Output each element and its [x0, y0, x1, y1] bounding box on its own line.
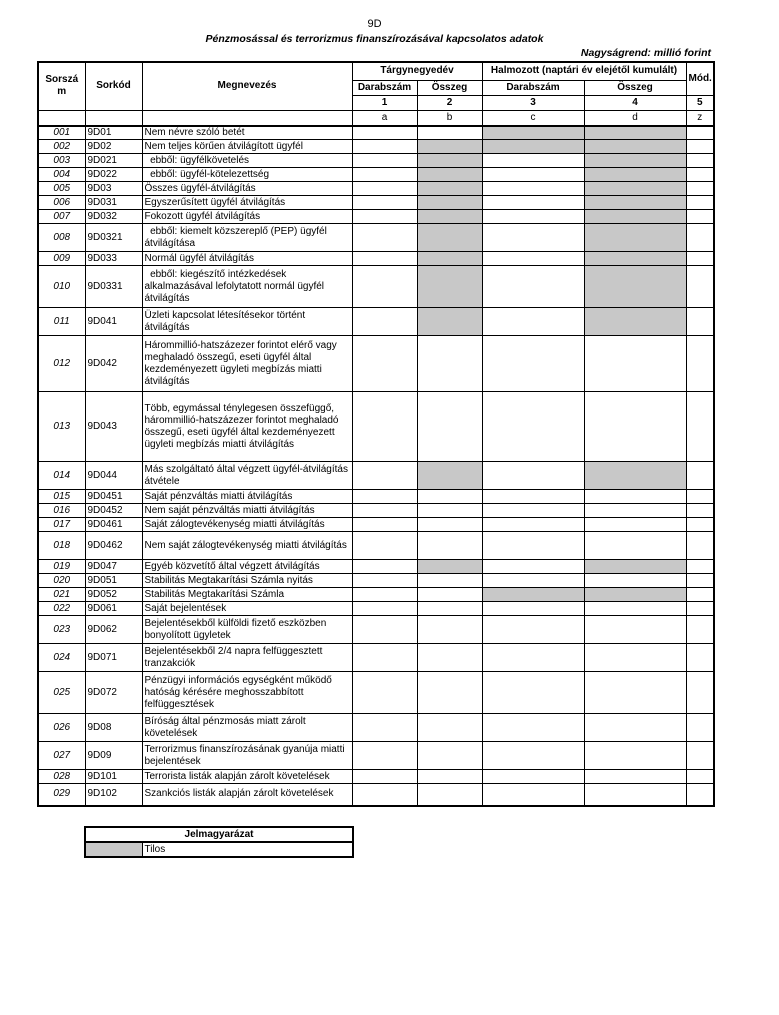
cell-mod[interactable]: [686, 742, 714, 770]
row-code: 9D052: [85, 588, 142, 602]
row-name: Nem saját pénzváltás miatti átvilágítás: [142, 504, 352, 518]
table-row: [38, 714, 714, 742]
row-number: 019: [38, 560, 85, 574]
cell-mod[interactable]: [686, 266, 714, 308]
table-row: [38, 518, 714, 532]
cell-osszeg-cum: [584, 224, 686, 252]
row-code: 9D033: [85, 252, 142, 266]
cell-osszeg-cum[interactable]: [584, 742, 686, 770]
row-number: 013: [38, 392, 85, 462]
row-code: 9D09: [85, 742, 142, 770]
cell-mod[interactable]: [686, 616, 714, 644]
cell-darabszam-q[interactable]: [352, 168, 417, 182]
row-number: 024: [38, 644, 85, 672]
row-code: 9D021: [85, 154, 142, 168]
table-row: [38, 644, 714, 672]
cell-mod[interactable]: [686, 462, 714, 490]
cell-mod[interactable]: [686, 140, 714, 154]
cell-darabszam-q[interactable]: [352, 308, 417, 336]
cell-darabszam-cum[interactable]: [482, 616, 584, 644]
cell-osszeg-cum[interactable]: [584, 714, 686, 742]
row-name: Hárommillió-hatszázezer forintot elérő vagy meghaladó összegű, eseti ügyfél által kezdeményezett ügyleti megbízás miatti átvilágítás: [142, 336, 352, 392]
row-number: 008: [38, 224, 85, 252]
cell-darabszam-q[interactable]: [352, 602, 417, 616]
header-sorszam: Sorszá m: [38, 62, 85, 110]
cell-darabszam-cum[interactable]: [482, 308, 584, 336]
cell-osszeg-cum: [584, 308, 686, 336]
row-code: 9D044: [85, 462, 142, 490]
cell-osszeg-cum[interactable]: [584, 616, 686, 644]
cell-darabszam-q[interactable]: [352, 504, 417, 518]
row-number: 020: [38, 574, 85, 588]
table-row: [38, 252, 714, 266]
cell-darabszam-q[interactable]: [352, 574, 417, 588]
cell-osszeg-q[interactable]: [417, 644, 482, 672]
header-osszeg-2: Összeg: [584, 80, 686, 95]
row-code: 9D032: [85, 210, 142, 224]
cell-osszeg-cum[interactable]: [584, 336, 686, 392]
cell-darabszam-q[interactable]: [352, 196, 417, 210]
table-row: [38, 462, 714, 490]
col-letter-z: z: [686, 110, 714, 126]
form-code: 9D: [367, 18, 382, 30]
row-code: 9D101: [85, 770, 142, 784]
row-number: 009: [38, 252, 85, 266]
row-number: 012: [38, 336, 85, 392]
cell-mod[interactable]: [686, 784, 714, 806]
unit-note: Nagyságrend: millió forint: [580, 47, 711, 59]
cell-darabszam-q[interactable]: [352, 784, 417, 806]
cell-mod[interactable]: [686, 308, 714, 336]
cell-mod[interactable]: [686, 560, 714, 574]
cell-darabszam-q[interactable]: [352, 588, 417, 602]
cell-osszeg-cum: [584, 588, 686, 602]
cell-darabszam-q[interactable]: [352, 224, 417, 252]
cell-osszeg-cum[interactable]: [584, 574, 686, 588]
cell-osszeg-q[interactable]: [417, 518, 482, 532]
cell-darabszam-cum[interactable]: [482, 490, 584, 504]
cell-darabszam-q[interactable]: [352, 252, 417, 266]
cell-osszeg-cum: [584, 182, 686, 196]
cell-darabszam-q[interactable]: [352, 672, 417, 714]
row-number: 001: [38, 126, 85, 140]
cell-darabszam-cum[interactable]: [482, 266, 584, 308]
row-code: 9D062: [85, 616, 142, 644]
cell-osszeg-cum[interactable]: [584, 784, 686, 806]
cell-osszeg-q: [417, 462, 482, 490]
cell-mod[interactable]: [686, 574, 714, 588]
row-number: 010: [38, 266, 85, 308]
cell-darabszam-cum[interactable]: [482, 182, 584, 196]
row-code: 9D0461: [85, 518, 142, 532]
row-name: Normál ügyfél átvilágítás: [142, 252, 352, 266]
cell-osszeg-cum: [584, 252, 686, 266]
col-letter-c: c: [482, 110, 584, 126]
cell-darabszam-cum[interactable]: [482, 644, 584, 672]
row-number: 003: [38, 154, 85, 168]
cell-osszeg-q[interactable]: [417, 784, 482, 806]
row-code: 9D01: [85, 126, 142, 140]
cell-osszeg-q[interactable]: [417, 336, 482, 392]
cell-osszeg-q: [417, 308, 482, 336]
table-row: [38, 182, 714, 196]
row-name: Egyéb közvetítő által végzett átvilágítás: [142, 560, 352, 574]
cell-darabszam-cum: [482, 588, 584, 602]
row-name: Stabilitás Megtakarítási Számla: [142, 588, 352, 602]
row-name: ebből: kiegészítő intézkedések alkalmazásával lefolytatott normál ügyfél átvilágítás: [142, 266, 352, 308]
cell-darabszam-q[interactable]: [352, 462, 417, 490]
row-code: 9D061: [85, 602, 142, 616]
table-row: [38, 784, 714, 806]
cell-osszeg-q: [417, 252, 482, 266]
cell-osszeg-q[interactable]: [417, 672, 482, 714]
header-halmozott: Halmozott (naptári év elejétől kumulált): [482, 62, 686, 80]
cell-darabszam-cum[interactable]: [482, 742, 584, 770]
row-number: 017: [38, 518, 85, 532]
row-code: 9D03: [85, 182, 142, 196]
cell-darabszam-cum[interactable]: [482, 504, 584, 518]
cell-osszeg-cum: [584, 140, 686, 154]
cell-osszeg-cum[interactable]: [584, 770, 686, 784]
cell-osszeg-cum[interactable]: [584, 490, 686, 504]
table-row: [38, 210, 714, 224]
cell-mod[interactable]: [686, 490, 714, 504]
row-number: 006: [38, 196, 85, 210]
cell-darabszam-q[interactable]: [352, 182, 417, 196]
row-name: ebből: ügyfélkövetelés: [142, 154, 352, 168]
cell-darabszam-cum[interactable]: [482, 224, 584, 252]
row-code: 9D031: [85, 196, 142, 210]
cell-darabszam-cum[interactable]: [482, 392, 584, 462]
cell-darabszam-cum: [482, 140, 584, 154]
header-darabszam-2: Darabszám: [482, 80, 584, 95]
row-code: 9D0331: [85, 266, 142, 308]
cell-mod[interactable]: [686, 126, 714, 140]
row-number: 022: [38, 602, 85, 616]
col-letter-a: a: [352, 110, 417, 126]
legend-label: Tilos: [142, 842, 353, 857]
cell-darabszam-cum[interactable]: [482, 784, 584, 806]
row-code: 9D02: [85, 140, 142, 154]
row-name: ebből: kiemelt közszereplő (PEP) ügyfél átvilágítása: [142, 224, 352, 252]
row-number: 027: [38, 742, 85, 770]
row-name: Üzleti kapcsolat létesítésekor történt átvilágítás: [142, 308, 352, 336]
row-name: Saját bejelentések: [142, 602, 352, 616]
row-code: 9D08: [85, 714, 142, 742]
legend-title: Jelmagyarázat: [85, 827, 353, 842]
cell-darabszam-q[interactable]: [352, 532, 417, 560]
col-num-5: 5: [686, 95, 714, 110]
header-darabszam-1: Darabszám: [352, 80, 417, 95]
row-name: Pénzügyi információs egységként működő hatóság kérésére meghosszabbított felfüggesztések: [142, 672, 352, 714]
cell-osszeg-cum: [584, 266, 686, 308]
cell-mod[interactable]: [686, 252, 714, 266]
row-code: 9D042: [85, 336, 142, 392]
table-row: [38, 196, 714, 210]
row-name: ebből: ügyfél-kötelezettség: [142, 168, 352, 182]
header-targynegyedev: Tárgynegyedév: [352, 62, 482, 80]
row-name: Terrorista listák alapján zárolt követelések: [142, 770, 352, 784]
cell-mod[interactable]: [686, 154, 714, 168]
row-name: Nem saját zálogtevékenység miatti átvilágítás: [142, 532, 352, 560]
table-row: [38, 308, 714, 336]
cell-darabszam-q[interactable]: [352, 770, 417, 784]
cell-darabszam-cum: [482, 126, 584, 140]
cell-osszeg-cum[interactable]: [584, 504, 686, 518]
table-row: [38, 168, 714, 182]
cell-osszeg-q[interactable]: [417, 770, 482, 784]
cell-darabszam-q[interactable]: [352, 490, 417, 504]
cell-darabszam-cum[interactable]: [482, 602, 584, 616]
row-name: Szankciós listák alapján zárolt követelések: [142, 784, 352, 806]
cell-darabszam-cum[interactable]: [482, 574, 584, 588]
cell-osszeg-cum: [584, 196, 686, 210]
cell-osszeg-q[interactable]: [417, 392, 482, 462]
cell-osszeg-cum[interactable]: [584, 602, 686, 616]
cell-mod[interactable]: [686, 532, 714, 560]
cell-darabszam-cum[interactable]: [482, 462, 584, 490]
cell-darabszam-cum[interactable]: [482, 154, 584, 168]
header-osszeg-1: Összeg: [417, 80, 482, 95]
cell-osszeg-q[interactable]: [417, 616, 482, 644]
cell-osszeg-q[interactable]: [417, 588, 482, 602]
row-name: Fokozott ügyfél átvilágítás: [142, 210, 352, 224]
cell-darabszam-q[interactable]: [352, 140, 417, 154]
cell-mod[interactable]: [686, 504, 714, 518]
col-num-3: 3: [482, 95, 584, 110]
cell-osszeg-cum: [584, 210, 686, 224]
cell-darabszam-cum[interactable]: [482, 210, 584, 224]
col-letter-b: b: [417, 110, 482, 126]
cell-mod[interactable]: [686, 392, 714, 462]
cell-darabszam-q[interactable]: [352, 560, 417, 574]
row-name: Nem teljes körűen átvilágított ügyfél: [142, 140, 352, 154]
table-row: [38, 672, 714, 714]
row-code: 9D047: [85, 560, 142, 574]
row-number: 015: [38, 490, 85, 504]
cell-darabszam-q[interactable]: [352, 336, 417, 392]
cell-darabszam-q[interactable]: [352, 714, 417, 742]
row-code: 9D0451: [85, 490, 142, 504]
cell-osszeg-q: [417, 210, 482, 224]
row-code: 9D071: [85, 644, 142, 672]
table-body: [38, 126, 714, 806]
header-mod: Mód.: [686, 62, 714, 95]
header-sorkod: Sorkód: [85, 62, 142, 110]
row-number: 002: [38, 140, 85, 154]
cell-mod[interactable]: [686, 168, 714, 182]
cell-darabszam-q[interactable]: [352, 742, 417, 770]
row-name: Stabilitás Megtakarítási Számla nyitás: [142, 574, 352, 588]
row-code: 9D0452: [85, 504, 142, 518]
cell-osszeg-cum: [584, 168, 686, 182]
table-row: [38, 140, 714, 154]
row-name: Más szolgáltató által végzett ügyfél-átvilágítás átvétele: [142, 462, 352, 490]
cell-mod[interactable]: [686, 196, 714, 210]
cell-darabszam-q[interactable]: [352, 266, 417, 308]
col-num-1: 1: [352, 95, 417, 110]
cell-osszeg-q: [417, 154, 482, 168]
row-number: 004: [38, 168, 85, 182]
table-row: [38, 154, 714, 168]
cell-darabszam-q[interactable]: [352, 518, 417, 532]
table-row: [38, 742, 714, 770]
cell-darabszam-q[interactable]: [352, 210, 417, 224]
form-title: Pénzmosással és terrorizmus finanszírozásával kapcsolatos adatok: [205, 33, 544, 45]
table-row: [38, 602, 714, 616]
row-name: Bíróság által pénzmosás miatt zárolt követelések: [142, 714, 352, 742]
cell-darabszam-cum[interactable]: [482, 518, 584, 532]
row-number: 007: [38, 210, 85, 224]
cell-darabszam-cum[interactable]: [482, 168, 584, 182]
cell-mod[interactable]: [686, 336, 714, 392]
cell-osszeg-q: [417, 140, 482, 154]
row-number: 023: [38, 616, 85, 644]
cell-osszeg-q: [417, 196, 482, 210]
cell-osszeg-q[interactable]: [417, 602, 482, 616]
row-code: 9D051: [85, 574, 142, 588]
row-number: 026: [38, 714, 85, 742]
cell-osszeg-q[interactable]: [417, 742, 482, 770]
cell-darabszam-cum[interactable]: [482, 196, 584, 210]
row-code: 9D041: [85, 308, 142, 336]
cell-mod[interactable]: [686, 644, 714, 672]
cell-osszeg-q: [417, 266, 482, 308]
cell-osszeg-q[interactable]: [417, 574, 482, 588]
table-row: [38, 126, 714, 140]
legend-table: [84, 826, 354, 858]
row-number: 005: [38, 182, 85, 196]
row-number: 021: [38, 588, 85, 602]
row-number: 028: [38, 770, 85, 784]
table-row: [38, 616, 714, 644]
cell-osszeg-cum: [584, 154, 686, 168]
cell-mod[interactable]: [686, 602, 714, 616]
cell-osszeg-cum[interactable]: [584, 644, 686, 672]
row-number: 016: [38, 504, 85, 518]
cell-mod[interactable]: [686, 672, 714, 714]
cell-darabszam-cum[interactable]: [482, 336, 584, 392]
row-name: Bejelentésekből külföldi fizető eszközben bonyolított ügyletek: [142, 616, 352, 644]
row-name: Több, egymással ténylegesen összefüggő, hárommillió-hatszázezer forintot meghaladó összegű, eseti ügyfél által kezdeményezett ügyleti megbízás miatti átvilágítás: [142, 392, 352, 462]
table-row: [38, 266, 714, 308]
cell-darabszam-q[interactable]: [352, 616, 417, 644]
row-code: 9D0321: [85, 224, 142, 252]
cell-osszeg-q[interactable]: [417, 504, 482, 518]
row-name: Egyszerűsített ügyfél átvilágítás: [142, 196, 352, 210]
cell-osszeg-q: [417, 560, 482, 574]
cell-mod[interactable]: [686, 714, 714, 742]
cell-darabszam-q[interactable]: [352, 154, 417, 168]
col-num-2: 2: [417, 95, 482, 110]
cell-mod[interactable]: [686, 224, 714, 252]
row-code: 9D043: [85, 392, 142, 462]
cell-osszeg-q: [417, 168, 482, 182]
table-row: [38, 588, 714, 602]
cell-osszeg-cum[interactable]: [584, 518, 686, 532]
report-table: [37, 61, 715, 807]
row-name: Saját zálogtevékenység miatti átvilágítás: [142, 518, 352, 532]
cell-osszeg-q[interactable]: [417, 532, 482, 560]
cell-darabszam-cum[interactable]: [482, 770, 584, 784]
cell-osszeg-q: [417, 182, 482, 196]
header-megnevezes: Megnevezés: [142, 62, 352, 110]
table-row: [38, 560, 714, 574]
cell-osszeg-cum: [584, 462, 686, 490]
cell-darabszam-cum[interactable]: [482, 252, 584, 266]
cell-darabszam-cum[interactable]: [482, 672, 584, 714]
cell-darabszam-cum[interactable]: [482, 714, 584, 742]
row-name: Bejelentésekből 2/4 napra felfüggesztett tranzakciók: [142, 644, 352, 672]
row-number: 018: [38, 532, 85, 560]
col-num-4: 4: [584, 95, 686, 110]
row-name: Saját pénzváltás miatti átvilágítás: [142, 490, 352, 504]
table-row: [38, 574, 714, 588]
cell-darabszam-q[interactable]: [352, 644, 417, 672]
row-number: 029: [38, 784, 85, 806]
table-row: [38, 336, 714, 392]
cell-osszeg-q[interactable]: [417, 714, 482, 742]
row-name: Összes ügyfél-átvilágítás: [142, 182, 352, 196]
row-code: 9D072: [85, 672, 142, 714]
cell-mod[interactable]: [686, 770, 714, 784]
cell-osszeg-cum: [584, 560, 686, 574]
cell-mod[interactable]: [686, 210, 714, 224]
table-row: [38, 504, 714, 518]
cell-osszeg-q[interactable]: [417, 490, 482, 504]
table-row: [38, 490, 714, 504]
cell-osszeg-cum[interactable]: [584, 392, 686, 462]
table-row: [38, 532, 714, 560]
row-number: 011: [38, 308, 85, 336]
cell-darabszam-cum[interactable]: [482, 560, 584, 574]
row-name: Nem névre szóló betét: [142, 126, 352, 140]
row-number: 025: [38, 672, 85, 714]
cell-osszeg-cum[interactable]: [584, 672, 686, 714]
cell-osszeg-cum[interactable]: [584, 532, 686, 560]
cell-osszeg-q: [417, 224, 482, 252]
col-letter-d: d: [584, 110, 686, 126]
legend-swatch: [85, 842, 142, 857]
cell-mod[interactable]: [686, 182, 714, 196]
table-row: [38, 224, 714, 252]
cell-mod[interactable]: [686, 518, 714, 532]
cell-osszeg-q[interactable]: [417, 126, 482, 140]
row-code: 9D022: [85, 168, 142, 182]
table-row: [38, 770, 714, 784]
row-code: 9D0462: [85, 532, 142, 560]
cell-darabszam-cum[interactable]: [482, 532, 584, 560]
cell-osszeg-cum: [584, 126, 686, 140]
cell-darabszam-q[interactable]: [352, 126, 417, 140]
row-number: 014: [38, 462, 85, 490]
table-row: [38, 392, 714, 462]
row-code: 9D102: [85, 784, 142, 806]
row-name: Terrorizmus finanszírozásának gyanúja miatti bejelentések: [142, 742, 352, 770]
cell-darabszam-q[interactable]: [352, 392, 417, 462]
cell-mod[interactable]: [686, 588, 714, 602]
